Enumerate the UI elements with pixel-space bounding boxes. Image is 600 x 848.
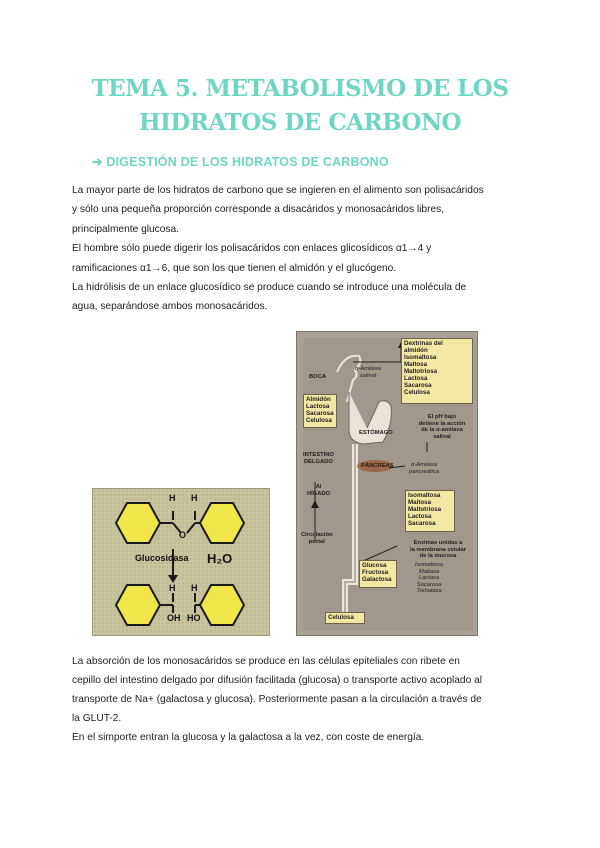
hydrolysis-diagram (93, 489, 271, 637)
atom-h-label: H (169, 493, 176, 503)
text-line: transporte de Na+ (galactosa y glucosa). Posteriormente pasan a la circulación a través de (72, 694, 482, 705)
atom-h-label: H (169, 583, 176, 593)
al-higado-label: Al HÍGADO (307, 484, 331, 497)
atom-ho-label: HO (187, 613, 201, 623)
text-line: la GLUT-2. (72, 713, 122, 724)
atom-h-label: H (191, 583, 198, 593)
text-line: ramificaciones α1→6, que son los que tienen el almidón y el glucógeno. (72, 262, 397, 274)
atom-oh-label: OH (167, 613, 181, 623)
text-line: agua, separándose ambos monosacáridos. (72, 301, 268, 313)
estomago-label: ESTÓMAGO (359, 430, 393, 436)
text-line: La mayor parte de los hidratos de carbono que se ingieren en el alimento son polisacáridos (72, 185, 484, 196)
text-line: cepillo del intestino delgado por difusión facilitada (glucosa) o transporte activo acoplado al (72, 675, 483, 686)
atom-h-label: H (191, 493, 198, 503)
hexagon-bottom-right (200, 585, 244, 625)
absorption-paragraph (72, 652, 530, 747)
box-glucosa: Glucosa Fructosa Galactosa (359, 560, 397, 588)
box-celulosa: Celulosa (325, 612, 365, 624)
hexagon-top-right (200, 503, 244, 543)
title-line-2: HIDRATOS DE CARBONO (138, 109, 462, 136)
hexagon-bottom-left (116, 585, 160, 625)
amilasa-pancreatica-label: α-Amilasa pancreática (409, 462, 439, 475)
circulacion-label: Circulación portal (301, 532, 333, 545)
text-line: La hidrólisis de un enlace glucosídico se produce cuando se introduce una molécula de (72, 282, 467, 294)
page-title (40, 72, 560, 140)
hydrolysis-figure (92, 488, 270, 636)
hexagon-top-left (116, 503, 160, 543)
enzimas-list-label: Isomaltasa Maltasa Lactasa Sacarasa Trehalasa (415, 562, 444, 595)
section-heading (92, 154, 389, 169)
intestino-label: INTESTINO DELGADO (303, 452, 334, 465)
title-line-1: TEMA 5. METABOLISMO DE LOS (91, 75, 509, 102)
boca-label: BOCA (309, 374, 327, 380)
ph-bajo-label: El pH bajo detiene la acción de la α-amilasa salival (418, 414, 466, 440)
section-heading-text: DIGESTIÓN DE LOS HIDRATOS DE CARBONO (106, 155, 389, 169)
text-line: y sólo una pequeña proporción corresponde a disacáridos y monosacáridos libres, (72, 204, 445, 216)
text-line: El hombre sólo puede digerir los polisacáridos con enlaces glicosídicos α1→4 y (72, 243, 432, 255)
enzimas-label: Enzimas unidas a la membrana celular de la mucosa (409, 540, 467, 560)
text-line: En el simporte entran la glucosa y la galactosa a la vez, con coste de energía. (72, 732, 425, 743)
amilasa-salival-label: α-Amilasa salival (355, 366, 381, 379)
intro-paragraph (72, 181, 530, 317)
arrow-icon: ➔ (92, 155, 103, 169)
box-almidon: Almidón Lactosa Sacarosa Celulosa (303, 394, 337, 428)
text-line: La absorción de los monosacáridos se produce en las células epiteliales con ribete en (72, 656, 460, 667)
text-line: principalmente glucosa. (72, 223, 180, 235)
digestion-figure (296, 331, 478, 636)
water-label: H₂O (207, 551, 233, 566)
enzyme-label: Glucosidasa (135, 553, 189, 563)
box-dextrinas: Dextrinas del almidón Isomaltosa Maltosa Maltotriosa Lactosa Sacarosa Celulosa (401, 338, 473, 404)
atom-o-label: O (179, 530, 187, 540)
pancreas-label: PÁNCREAS (361, 463, 394, 469)
box-isomaltosa: Isomaltosa Maltosa Maltotriosa Lactosa Sacarosa (405, 490, 455, 532)
